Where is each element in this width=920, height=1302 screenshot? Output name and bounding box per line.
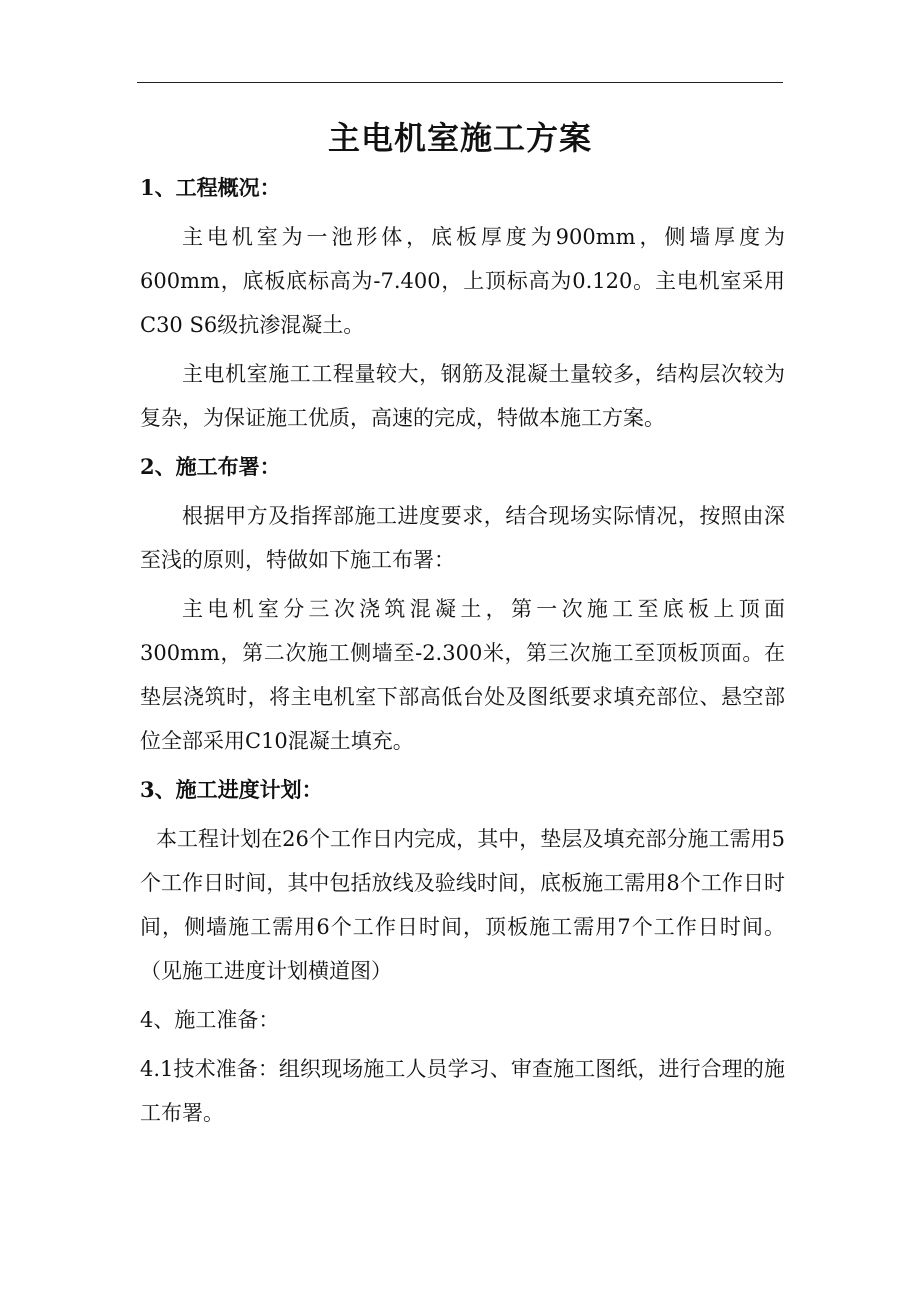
paragraph-deployment-2: 主电机室分三次浇筑混凝土，第一次施工至底板上顶面300mm，第二次施工侧墙至-2.300米，第三次施工至顶板顶面。在垫层浇筑时，将主电机室下部高低台处及图纸要求填充部位、悬空部位全部采用C10混凝土填充。 [140,597,785,753]
paragraph-schedule-1: 本工程计划在26个工作日内完成，其中，垫层及填充部分施工需用5个工作日时间，其中包括放线及验线时间，底板施工需用8个工作日时间，侧墙施工需用6个工作日时间，顶板施工需用7个工作日时间。（见施工进度计划横道图） [140,827,785,983]
document-body [140,166,785,1140]
paragraph-overview-2: 主电机室施工工程量较大，钢筋及混凝土量较多，结构层次较为复杂，为保证施工优质，高速的完成，特做本施工方案。 [140,362,785,430]
section-heading-schedule: 3、施工进度计划： [140,777,323,802]
paragraph-overview-1: 主电机室为一池形体，底板厚度为900mm，侧墙厚度为600mm，底板底标高为-7.400，上顶标高为0.120。主电机室采用C30 S6级抗渗混凝土。 [140,225,785,337]
header-rule [137,82,783,83]
section-heading-overview: 1、工程概况： [140,175,281,200]
paragraph-preparation-1: 4.1技术准备：组织现场施工人员学习、审查施工图纸，进行合理的施工布署。 [140,1057,785,1125]
section-heading-deployment: 2、施工布署： [140,454,281,479]
paragraph-deployment-1: 根据甲方及指挥部施工进度要求，结合现场实际情况，按照由深至浅的原则，特做如下施工布署： [140,504,785,572]
document-title: 主电机室施工方案 [327,119,592,157]
section-heading-preparation: 4、施工准备： [140,1008,280,1032]
